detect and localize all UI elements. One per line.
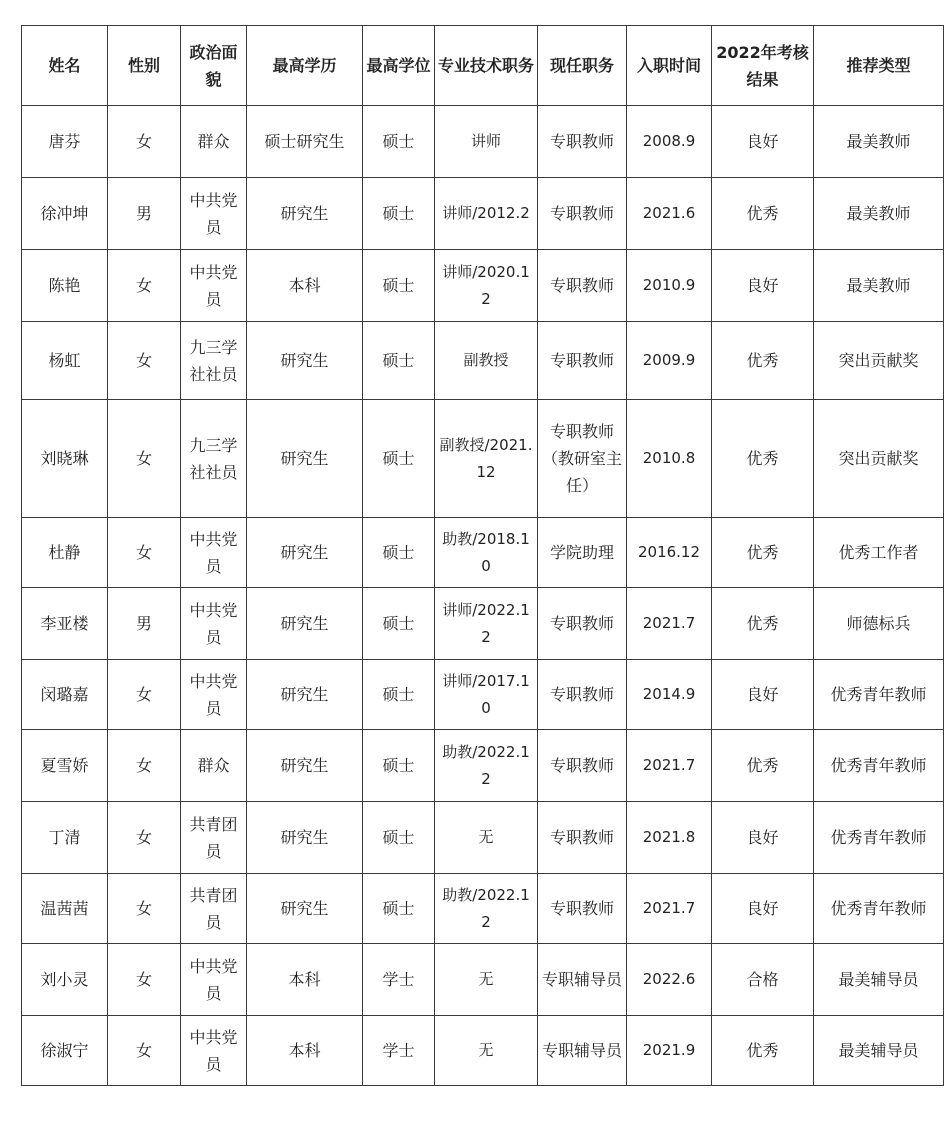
- cell-name: 刘小灵: [22, 944, 108, 1016]
- header-recommend-type: 推荐类型: [814, 26, 944, 106]
- cell-name: 徐冲坤: [22, 178, 108, 250]
- cell-position: 专职教师: [538, 250, 627, 322]
- cell-join-date: 2022.6: [627, 944, 712, 1016]
- cell-name: 徐淑宁: [22, 1016, 108, 1086]
- header-join-date: 入职时间: [627, 26, 712, 106]
- cell-education: 本科: [247, 1016, 363, 1086]
- cell-join-date: 2016.12: [627, 518, 712, 588]
- cell-join-date: 2021.7: [627, 588, 712, 660]
- cell-join-date: 2021.8: [627, 802, 712, 874]
- header-name: 姓名: [22, 26, 108, 106]
- table-row: [22, 250, 944, 322]
- cell-political-status: 中共党员: [181, 588, 247, 660]
- cell-gender: 女: [108, 802, 181, 874]
- cell-position: 专职教师: [538, 730, 627, 802]
- recommendation-table-sheet: [21, 25, 943, 1086]
- cell-join-date: 2008.9: [627, 106, 712, 178]
- header-education: 最高学历: [247, 26, 363, 106]
- cell-recommend-type: 最美辅导员: [814, 944, 944, 1016]
- cell-name: 陈艳: [22, 250, 108, 322]
- header-gender: 性别: [108, 26, 181, 106]
- cell-recommend-type: 优秀工作者: [814, 518, 944, 588]
- cell-gender: 女: [108, 874, 181, 944]
- cell-recommend-type: 最美教师: [814, 178, 944, 250]
- table-row: [22, 730, 944, 802]
- header-political-status: 政治面貌: [181, 26, 247, 106]
- table-row: [22, 588, 944, 660]
- header-degree: 最高学位: [363, 26, 435, 106]
- cell-position: 专职教师（教研室主任）: [538, 400, 627, 518]
- cell-assessment-2022: 优秀: [712, 178, 814, 250]
- cell-education: 研究生: [247, 730, 363, 802]
- cell-tech-title: 助教/2022.12: [435, 874, 538, 944]
- cell-recommend-type: 最美辅导员: [814, 1016, 944, 1086]
- cell-education: 本科: [247, 944, 363, 1016]
- cell-assessment-2022: 优秀: [712, 1016, 814, 1086]
- cell-political-status: 群众: [181, 730, 247, 802]
- cell-recommend-type: 最美教师: [814, 250, 944, 322]
- cell-tech-title: 无: [435, 944, 538, 1016]
- cell-recommend-type: 优秀青年教师: [814, 730, 944, 802]
- cell-political-status: 中共党员: [181, 250, 247, 322]
- cell-political-status: 群众: [181, 106, 247, 178]
- cell-position: 专职教师: [538, 588, 627, 660]
- cell-degree: 硕士: [363, 322, 435, 400]
- cell-position: 专职教师: [538, 874, 627, 944]
- cell-tech-title: 副教授: [435, 322, 538, 400]
- cell-gender: 女: [108, 660, 181, 730]
- cell-gender: 女: [108, 944, 181, 1016]
- table-row: [22, 178, 944, 250]
- cell-position: 专职教师: [538, 106, 627, 178]
- cell-name: 杨虹: [22, 322, 108, 400]
- cell-join-date: 2021.7: [627, 730, 712, 802]
- cell-recommend-type: 最美教师: [814, 106, 944, 178]
- recommendation-table: [21, 25, 944, 1086]
- cell-degree: 硕士: [363, 250, 435, 322]
- cell-education: 研究生: [247, 178, 363, 250]
- cell-political-status: 中共党员: [181, 660, 247, 730]
- cell-assessment-2022: 优秀: [712, 518, 814, 588]
- cell-assessment-2022: 优秀: [712, 400, 814, 518]
- cell-recommend-type: 优秀青年教师: [814, 802, 944, 874]
- cell-recommend-type: 突出贡献奖: [814, 322, 944, 400]
- cell-political-status: 九三学社社员: [181, 322, 247, 400]
- cell-name: 丁清: [22, 802, 108, 874]
- table-row: [22, 1016, 944, 1086]
- cell-recommend-type: 优秀青年教师: [814, 660, 944, 730]
- cell-education: 研究生: [247, 660, 363, 730]
- table-row: [22, 400, 944, 518]
- cell-position: 学院助理: [538, 518, 627, 588]
- cell-position: 专职教师: [538, 322, 627, 400]
- table-row: [22, 802, 944, 874]
- table-body: [22, 106, 944, 1086]
- cell-name: 唐芬: [22, 106, 108, 178]
- cell-name: 刘晓琳: [22, 400, 108, 518]
- cell-position: 专职辅导员: [538, 944, 627, 1016]
- cell-assessment-2022: 良好: [712, 106, 814, 178]
- cell-degree: 硕士: [363, 874, 435, 944]
- cell-tech-title: 讲师/2022.12: [435, 588, 538, 660]
- cell-degree: 硕士: [363, 660, 435, 730]
- cell-degree: 学士: [363, 1016, 435, 1086]
- cell-recommend-type: 突出贡献奖: [814, 400, 944, 518]
- cell-degree: 硕士: [363, 400, 435, 518]
- table-row: [22, 944, 944, 1016]
- cell-gender: 女: [108, 518, 181, 588]
- cell-assessment-2022: 优秀: [712, 730, 814, 802]
- cell-gender: 男: [108, 178, 181, 250]
- cell-assessment-2022: 优秀: [712, 588, 814, 660]
- cell-degree: 硕士: [363, 178, 435, 250]
- cell-position: 专职教师: [538, 178, 627, 250]
- cell-degree: 硕士: [363, 106, 435, 178]
- cell-assessment-2022: 良好: [712, 874, 814, 944]
- header-tech-title: 专业技术职务: [435, 26, 538, 106]
- cell-degree: 硕士: [363, 588, 435, 660]
- cell-education: 研究生: [247, 588, 363, 660]
- cell-gender: 女: [108, 1016, 181, 1086]
- cell-gender: 女: [108, 250, 181, 322]
- cell-assessment-2022: 合格: [712, 944, 814, 1016]
- cell-tech-title: 助教/2018.10: [435, 518, 538, 588]
- cell-join-date: 2021.7: [627, 874, 712, 944]
- cell-recommend-type: 优秀青年教师: [814, 874, 944, 944]
- cell-tech-title: 讲师/2020.12: [435, 250, 538, 322]
- cell-position: 专职教师: [538, 660, 627, 730]
- cell-political-status: 共青团员: [181, 874, 247, 944]
- cell-degree: 硕士: [363, 518, 435, 588]
- cell-political-status: 中共党员: [181, 1016, 247, 1086]
- cell-political-status: 中共党员: [181, 178, 247, 250]
- cell-name: 夏雪娇: [22, 730, 108, 802]
- cell-tech-title: 助教/2022.12: [435, 730, 538, 802]
- cell-education: 研究生: [247, 518, 363, 588]
- header-row: [22, 26, 944, 106]
- cell-education: 本科: [247, 250, 363, 322]
- table-row: [22, 518, 944, 588]
- cell-degree: 硕士: [363, 730, 435, 802]
- cell-join-date: 2021.6: [627, 178, 712, 250]
- cell-gender: 女: [108, 400, 181, 518]
- cell-tech-title: 讲师/2012.2: [435, 178, 538, 250]
- cell-gender: 女: [108, 730, 181, 802]
- cell-position: 专职教师: [538, 802, 627, 874]
- cell-recommend-type: 师德标兵: [814, 588, 944, 660]
- cell-join-date: 2009.9: [627, 322, 712, 400]
- cell-join-date: 2010.9: [627, 250, 712, 322]
- cell-name: 李亚楼: [22, 588, 108, 660]
- cell-name: 温茜茜: [22, 874, 108, 944]
- table-row: [22, 106, 944, 178]
- cell-tech-title: 讲师/2017.10: [435, 660, 538, 730]
- cell-join-date: 2021.9: [627, 1016, 712, 1086]
- cell-education: 研究生: [247, 400, 363, 518]
- cell-degree: 学士: [363, 944, 435, 1016]
- cell-tech-title: 无: [435, 802, 538, 874]
- cell-education: 研究生: [247, 802, 363, 874]
- table-row: [22, 874, 944, 944]
- cell-political-status: 中共党员: [181, 518, 247, 588]
- cell-gender: 女: [108, 322, 181, 400]
- cell-assessment-2022: 良好: [712, 802, 814, 874]
- table-row: [22, 322, 944, 400]
- cell-name: 闵璐嘉: [22, 660, 108, 730]
- cell-education: 硕士研究生: [247, 106, 363, 178]
- cell-political-status: 中共党员: [181, 944, 247, 1016]
- table-row: [22, 660, 944, 730]
- cell-assessment-2022: 优秀: [712, 322, 814, 400]
- cell-join-date: 2014.9: [627, 660, 712, 730]
- cell-assessment-2022: 良好: [712, 250, 814, 322]
- cell-political-status: 九三学社社员: [181, 400, 247, 518]
- cell-join-date: 2010.8: [627, 400, 712, 518]
- cell-education: 研究生: [247, 322, 363, 400]
- cell-tech-title: 无: [435, 1016, 538, 1086]
- cell-political-status: 共青团员: [181, 802, 247, 874]
- cell-gender: 男: [108, 588, 181, 660]
- cell-degree: 硕士: [363, 802, 435, 874]
- header-position: 现任职务: [538, 26, 627, 106]
- header-assessment-2022: 2022年考核结果: [712, 26, 814, 106]
- cell-tech-title: 讲师: [435, 106, 538, 178]
- cell-position: 专职辅导员: [538, 1016, 627, 1086]
- cell-education: 研究生: [247, 874, 363, 944]
- cell-gender: 女: [108, 106, 181, 178]
- cell-tech-title: 副教授/2021.12: [435, 400, 538, 518]
- cell-name: 杜静: [22, 518, 108, 588]
- cell-assessment-2022: 良好: [712, 660, 814, 730]
